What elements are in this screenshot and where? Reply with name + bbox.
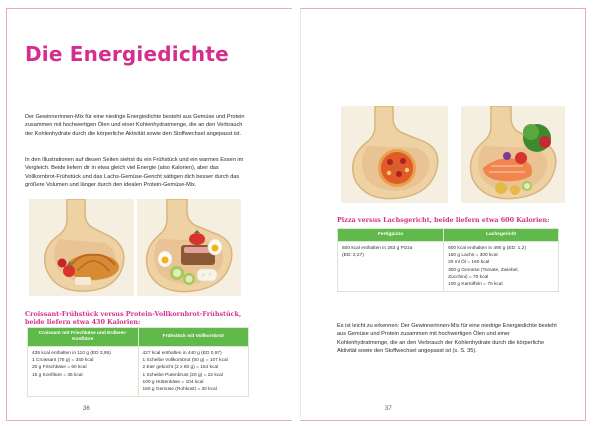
comparison-paragraph: In den Illustrationen auf diesen Seiten siehst du ein Frühstück und ein warmes Essen im Vergleich. Beide liefern dir in etwa gleich viel Energie (also Kalorien), aber das Vollkornbrot-Frühstück und das Lachs-Gemüse-Gericht sättigen dich besser durch das größere Volumen und länger durch den idealen Protein-Gemüse-Mix. xyxy=(25,157,244,188)
table-cell: 435 kcal enthalten in 110 g (ED 3,95) xyxy=(32,351,111,356)
table-header-croissant: Croissant mit Frischkäse und Erdbeer-Konfitüre xyxy=(28,328,139,347)
intro-paragraph: Der Gewinnerinnen-Mix für eine niedrige Energiedichte besteht aus Gemüse und Protein zusammen mit hochwertigen Ölen und einer Kohlenhydratmenge, die an den Verbrauch der Kohlenhydrate durch die körperliche Aktivität sowie den Stoffwechsel angepasst ist. xyxy=(25,114,245,137)
table-cell: 427 kcal enthalten in 440 g (ED 0,97) xyxy=(142,351,222,356)
stomach-pizza-icon xyxy=(341,106,448,203)
table-cell: (ED: 2,27) xyxy=(342,253,364,259)
pizza-column xyxy=(338,242,444,292)
table-cell: 300 g Gemüse (Tomate, Zwiebel, xyxy=(448,267,519,273)
stomach-croissant-icon xyxy=(29,199,134,296)
table-cell: 1 Scheibe Putenbrust (20 g) = 22 kcal xyxy=(142,372,223,378)
page-number-left: 36 xyxy=(83,406,90,412)
table-cell: 1 Scheibe Vollkornbrot (50 g) = 107 kcal xyxy=(142,358,228,364)
table-cell: 15 g Konfitüre = 35 kcal xyxy=(32,372,83,378)
page-title: Die Energiedichte xyxy=(25,42,229,66)
conclusion-paragraph: Es ist leicht zu erkennen: Der Gewinnerinnen-Mix für eine niedrige Energiedichte besteht aus Gemüse und Protein zusammen mit hochwertigen Ölen und einer Kohlenhydratmenge, die an den Verbrauch der Kohlenhydrate durch die körperliche Aktivität sowie den Stoffwechsel angepasst ist (s. S. 35). xyxy=(337,323,557,354)
table-cell: 2 Eier gekocht (2 x 60 g) = 164 kcal xyxy=(142,365,219,371)
table-cell: 600 kcal enthalten in 263 g Pizza xyxy=(342,246,413,251)
breakfast-table-heading: Croissant-Frühstück versus Protein-Vollkornbrot-Frühstück, beide liefern etwa 430 Kalorien: xyxy=(25,310,242,326)
stomach-bread-breakfast-icon xyxy=(137,199,241,296)
dinner-comparison-table xyxy=(337,228,559,292)
table-cell: 100 g Kartoffeln = 70 kcal xyxy=(448,282,503,288)
table-cell: Zucchini) = 70 kcal xyxy=(448,274,489,280)
stomach-salmon-icon xyxy=(461,106,565,203)
table-header-pizza: Fertigpizza xyxy=(338,229,444,242)
right-page xyxy=(300,8,586,421)
table-cell: 100 g Hüttenkäse = 104 kcal xyxy=(142,379,204,385)
breakfast-comparison-table xyxy=(27,327,249,397)
dinner-table-heading: Pizza versus Lachsgericht, beide liefern etwa 600 Kalorien: xyxy=(337,216,550,224)
page-number-right: 37 xyxy=(385,406,392,412)
table-cell: 1 Croissant (75 g) = 340 kcal xyxy=(32,358,94,364)
salmon-column xyxy=(444,242,559,292)
table-header-wholegrain: Frühstück mit Vollkornbrot xyxy=(138,328,249,347)
wholegrain-column xyxy=(138,347,249,397)
table-cell: 150 g Lachs = 300 kcal xyxy=(448,253,498,259)
croissant-column xyxy=(28,347,139,397)
left-page xyxy=(6,8,292,421)
table-cell: 600 kcal enthalten in 490 g (ED: 1,2) xyxy=(448,246,526,251)
table-cell: 20 g Frischkäse = 60 kcal xyxy=(32,365,87,371)
table-cell: 150 g Gemüse (Rohkost) = 30 kcal xyxy=(142,387,217,393)
table-header-salmon: Lachsgericht xyxy=(444,229,559,242)
table-cell: 20 ml Öl = 160 kcal xyxy=(448,260,490,266)
